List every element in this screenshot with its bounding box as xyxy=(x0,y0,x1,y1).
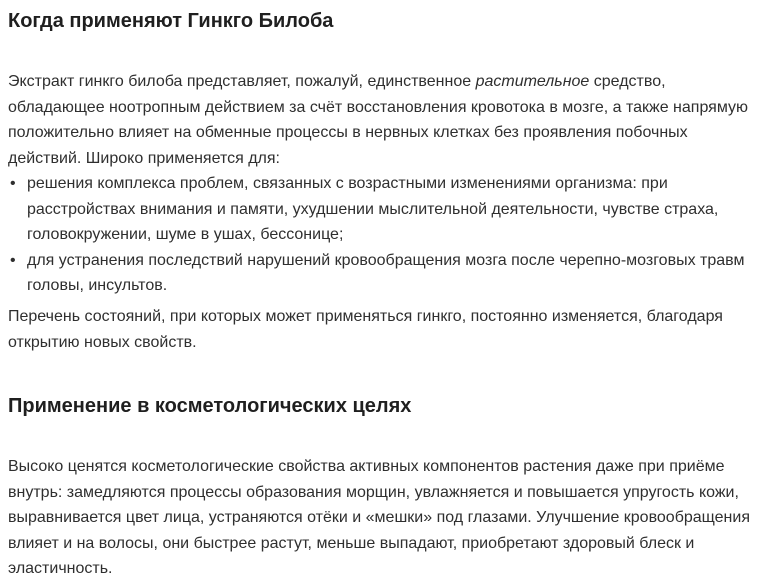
intro-text-end: средство, обладающее ноотропным действием за счёт восстановления кровотока в мозге, а также напрямую положительно влияет на обменные процессы в нервных клетках без проявления побочных действий. Широко применяется для: xyxy=(8,73,749,167)
list-item-text: для устранения последствий нарушений кровообращения мозга после черепно-мозговых травм головы, инсультов. xyxy=(27,251,745,294)
bullet-icon: • xyxy=(10,251,16,269)
intro-paragraph xyxy=(8,69,758,171)
cosmetic-paragraph: Высоко ценятся косметологические свойства активных компонентов растения даже при приёме внутрь: замедляются процессы образования морщин, увлажняется и повышается упругость кожи, выравнивается цвет лица, устраняются отёки и «мешки» под глазами. Улучшение кровообращения влияет и на волосы, они быстрее растут, меньше выпадают, приобретают здоровый блеск и эластичность. xyxy=(8,458,750,577)
usage-list xyxy=(8,171,766,299)
intro-text-start: Экстракт гинкго билоба представляет, пожалуй, единственное xyxy=(8,73,476,90)
list-item xyxy=(8,171,766,248)
intro-italic-word: растительное xyxy=(475,73,590,90)
outro-paragraph: Перечень состояний, при которых может применяться гинкго, постоянно изменяется, благодаря открытию новых свойств. xyxy=(8,308,723,351)
list-item xyxy=(8,248,766,299)
list-item-text: решения комплекса проблем, связанных с возрастными изменениями организма: при расстройствах внимания и памяти, ухудшении мыслительной деятельности, чувстве страха, головокружении, шуме в ушах, бессонице; xyxy=(27,175,719,243)
bullet-icon: • xyxy=(10,175,16,192)
section-heading-when-used: Когда применяют Гинкго Билоба xyxy=(8,10,334,32)
section-heading-cosmetic: Применение в косметологических целях xyxy=(8,395,412,417)
